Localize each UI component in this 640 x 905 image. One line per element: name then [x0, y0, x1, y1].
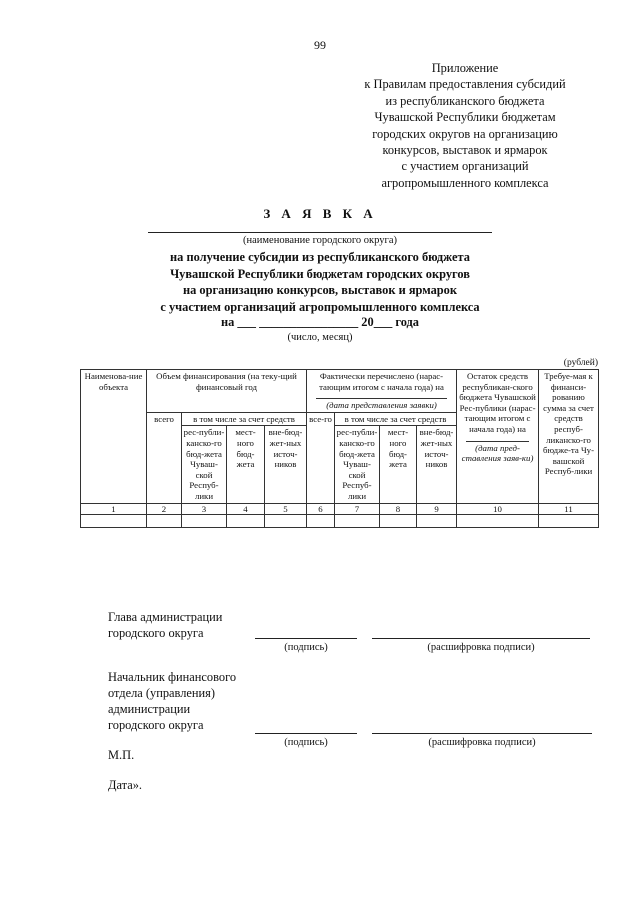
appendix-line: Чувашской Республики бюджетам [374, 110, 556, 125]
date-caption: (число, месяц) [287, 332, 353, 343]
signatory-line: администрации [108, 702, 191, 716]
signatory-line: Начальник финансового [108, 670, 237, 684]
subject-line: на организацию конкурсов, выставок и ярмарок [182, 283, 458, 297]
appendix-line: из республиканского бюджета [385, 93, 545, 108]
subject-line: с участием организаций агропромышленного комплекса [160, 299, 480, 314]
request-subject [120, 249, 520, 315]
header-extra-budget: вне-бюд-жет-ных источ-ников [417, 426, 457, 503]
subject-line: на получение субсидии из республиканского бюджета [170, 250, 470, 264]
column-number: 2 [147, 503, 182, 515]
signatory-line: городского округа [108, 626, 204, 640]
signature-decode-line [372, 733, 592, 734]
column-number: 8 [380, 503, 417, 515]
signature-line [255, 733, 357, 734]
date-underline [316, 398, 447, 399]
subject-line: Чувашской Республики бюджетам городских округов [170, 266, 470, 281]
header-object-name: Наименова-ние объекта [81, 370, 147, 504]
decode-caption: (расшифровка подписи) [428, 737, 536, 748]
page-number: 99 [314, 38, 326, 52]
document-title: З А Я В К А [263, 206, 377, 221]
signature-caption: (подпись) [284, 642, 328, 653]
header-extra-budget: вне-бюд-жет-ных источ-ников [265, 426, 307, 503]
signatory-line: отдела (управления) [108, 686, 215, 700]
header-actual-date: (дата представления заявки) [326, 400, 437, 411]
header-remainder [457, 370, 539, 504]
appendix-line: конкурсов, выставок и ярмарок [382, 143, 548, 158]
appendix-line: агропромышленного комплекса [381, 175, 549, 190]
column-number: 10 [457, 503, 539, 515]
okrug-name-line [148, 232, 492, 233]
header-local-budget: мест-ного бюд-жета [380, 426, 417, 503]
header-total: всего [147, 412, 182, 503]
date-line: на ___ ________________ 20___ года [220, 315, 420, 329]
signature-line [255, 638, 357, 639]
column-number: 7 [335, 503, 380, 515]
stamp-label: М.П. [108, 748, 135, 762]
head-signatory [108, 609, 222, 641]
header-local-budget: мест-ного бюд-жета [227, 426, 265, 503]
column-number: 4 [227, 503, 265, 515]
header-actual-transferred [307, 370, 457, 413]
signatory-line: Глава администрации [108, 610, 223, 624]
signature-decode-line [372, 638, 590, 639]
header-actual-text: Фактически перечислено (нарас-тающим итогом с начала года) на [319, 371, 444, 392]
financing-table [80, 369, 599, 528]
signatory-line: городского округа [108, 718, 204, 732]
date-label: Дата». [108, 778, 142, 792]
signature-caption: (подпись) [284, 737, 328, 748]
header-remainder-date: (дата пред-ставления заяв-ки) [461, 442, 534, 464]
finance-signatory [108, 669, 236, 733]
date-underline [466, 441, 529, 442]
okrug-caption: (наименование городского округа) [243, 235, 397, 246]
header-republic-budget: рес-публи-канско-го бюд-жета Чуваш-ской Респуб-лики [335, 426, 380, 503]
units-label: (рублей) [563, 358, 598, 368]
header-total: все-го [307, 412, 335, 503]
column-number: 3 [182, 503, 227, 515]
appendix-line: с участием организаций [401, 159, 529, 174]
table-row [81, 515, 599, 528]
header-including: в том числе за счет средств [335, 412, 457, 426]
appendix-heading [340, 60, 590, 191]
column-number: 11 [539, 503, 599, 515]
column-number: 5 [265, 503, 307, 515]
column-number: 1 [81, 503, 147, 515]
appendix-line: городских округов на организацию [372, 126, 558, 141]
appendix-line: Приложение [431, 61, 499, 75]
column-number: 6 [307, 503, 335, 515]
appendix-line: к Правилам предоставления субсидий [364, 77, 566, 92]
decode-caption: (расшифровка подписи) [427, 642, 535, 653]
header-required-amount: Требуе-мая к финанси-рованию сумма за счет средств респуб-ликанско-го бюдже-та Чу-вашской Респуб-лики [539, 370, 599, 504]
header-remainder-text: Остаток средств республикан-ского бюджета Чувашской Рес-публики (нарас-тающим итогом с начала года) на [459, 371, 536, 434]
header-republic-budget: рес-публи-канско-го бюд-жета Чуваш-ской Респуб-лики [182, 426, 227, 503]
header-financing-volume: Объем финансирования (на теку-щий финансовый год [147, 370, 307, 413]
column-number: 9 [417, 503, 457, 515]
header-including: в том числе за счет средств [182, 412, 307, 426]
